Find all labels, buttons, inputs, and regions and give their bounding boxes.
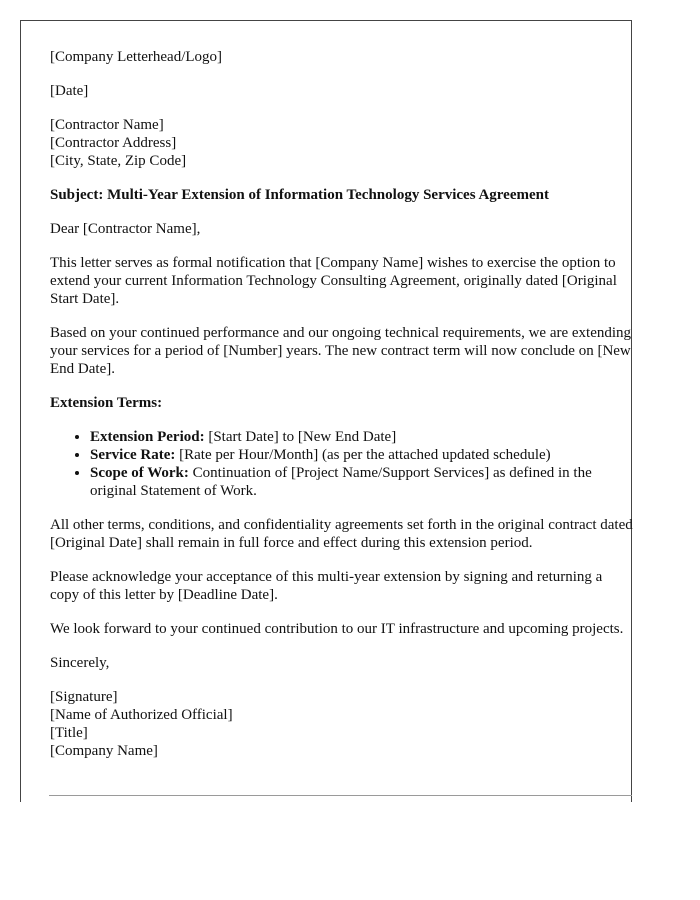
list-item xyxy=(90,428,635,446)
signature-block xyxy=(50,688,635,760)
footer-divider xyxy=(49,795,632,796)
term-label: Scope of Work: xyxy=(90,465,189,481)
paragraph-extension-period: Based on your continued performance and our ongoing technical requirements, we are extending your services for a period of [Number] years. The new contract term will now conclude on [New End Date]. xyxy=(50,325,632,377)
paragraph-acknowledgement: Please acknowledge your acceptance of this multi-year extension by signing and returning a copy of this letter by [Deadline Date]. xyxy=(50,569,603,603)
closing: Sincerely, xyxy=(50,655,110,671)
term-label: Extension Period: xyxy=(90,429,205,445)
list-item xyxy=(90,446,635,464)
letter-page xyxy=(20,20,632,802)
extension-terms-list xyxy=(50,428,635,500)
letterhead: [Company Letterhead/Logo] xyxy=(50,49,223,65)
signature-company-name: [Company Name] xyxy=(50,743,158,759)
letter-date: [Date] xyxy=(50,83,89,99)
signature-placeholder: [Signature] xyxy=(50,689,118,705)
list-item xyxy=(90,464,635,500)
recipient-address-block xyxy=(50,116,635,170)
paragraph-look-forward: We look forward to your continued contribution to our IT infrastructure and upcoming projects. xyxy=(50,621,624,637)
paragraph-other-terms: All other terms, conditions, and confidentiality agreements set forth in the original contract dated [Original Date] shall remain in full force and effect during this extension period. xyxy=(50,517,633,551)
recipient-name: [Contractor Name] xyxy=(50,117,164,133)
salutation: Dear [Contractor Name], xyxy=(50,221,201,237)
term-text: [Start Date] to [New End Date] xyxy=(204,429,397,445)
paragraph-notification: This letter serves as formal notification that [Company Name] wishes to exercise the option to extend your current Information Technology Consulting Agreement, originally dated [Original Start Date]. xyxy=(50,255,617,307)
recipient-address: [Contractor Address] xyxy=(50,135,177,151)
official-name: [Name of Authorized Official] xyxy=(50,707,233,723)
letter-content xyxy=(50,48,635,760)
subject-line: Subject: Multi-Year Extension of Information Technology Services Agreement xyxy=(50,187,549,203)
term-text: Continuation of [Project Name/Support Services] as defined in the original Statement of Work. xyxy=(90,465,592,499)
official-title: [Title] xyxy=(50,725,88,741)
term-label: Service Rate: xyxy=(90,447,176,463)
recipient-city-state-zip: [City, State, Zip Code] xyxy=(50,153,187,169)
term-text: [Rate per Hour/Month] (as per the attached updated schedule) xyxy=(175,447,551,463)
extension-terms-heading: Extension Terms: xyxy=(50,395,163,411)
